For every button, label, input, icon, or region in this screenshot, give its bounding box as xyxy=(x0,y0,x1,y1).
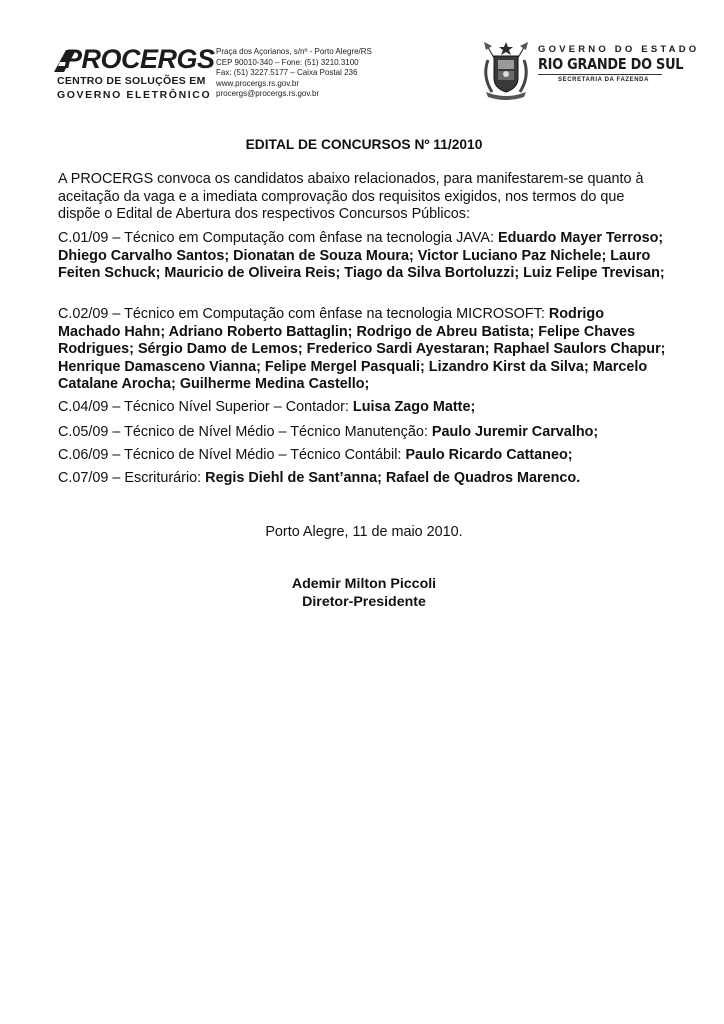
candidate-list: Regis Diehl de Sant’anna; Rafael de Quadros Marenco. xyxy=(205,470,581,486)
contact-fax: Fax: (51) 3227.5177 – Caixa Postal 236 xyxy=(216,68,358,78)
candidate-list: Rodrigo Machado Hahn; Adriano Roberto Battaglin; Rodrigo de Abreu Batista; Felipe Chaves Rodrigues; Sérgio Damo de Lemos; Frederico Sardi Ayestaran; Raphael Saulors Chapur; Henrique Damasceno Vianna; Felipe Mergel Pasquali; Lizandro Kirst da Silva; Marcelo Catalane Arocha; Guilherme Medina Castello; xyxy=(58,306,666,392)
date-line: Porto Alegre, 11 de maio 2010. xyxy=(265,524,463,540)
gov-title-line3: SECRETARIA DA FAZENDA xyxy=(558,77,650,83)
contact-website: www.procergs.rs.gov.br xyxy=(216,78,299,88)
intro-paragraph: A PROCERGS convoca os candidatos abaixo relacionados, para manifestarem-se quanto à aceitação da vaga e a imediata comprovação dos requisitos exigidos, nos termos do que dispõe o Edital de Abertura dos respectivos Concursos Públicos: xyxy=(58,171,644,222)
position-item-c0109 xyxy=(58,230,670,283)
signatory-name: Ademir Milton Piccoli xyxy=(291,576,437,592)
contact-email: procergs@procergs.rs.gov.br xyxy=(216,89,320,99)
contact-info xyxy=(216,47,372,100)
position-label: C.01/09 – Técnico em Computação com ênfase na tecnologia JAVA: xyxy=(58,230,498,246)
procergs-tagline-line2: GOVERNO ELETRÔNICO xyxy=(57,89,212,101)
candidate-list: Paulo Juremir Carvalho; xyxy=(431,424,599,440)
gov-divider xyxy=(538,74,662,75)
candidate-list: Eduardo Mayer Terroso; Dhiego Carvalho Santos; Dionatan de Souza Moura; Victor Luciano Paz Nichele; Lauro Feiten Schuck; Mauricio de Oliveira Reis; Tiago da Silva Bortoluzzi; Luiz Felipe Trevisan; xyxy=(58,230,665,281)
position-label: C.04/09 – Técnico Nível Superior – Contador: xyxy=(58,399,353,415)
procergs-tagline-line1: CENTRO DE SOLUÇÕES EM xyxy=(57,75,206,87)
letterhead xyxy=(0,0,724,120)
gov-title-line1: GOVERNO DO ESTADO xyxy=(538,44,700,55)
position-item-c0209 xyxy=(58,306,670,394)
coat-of-arms-icon xyxy=(478,38,534,102)
signatory-role: Diretor-Presidente xyxy=(302,594,426,610)
position-item-c0709 xyxy=(58,470,670,488)
procergs-logo xyxy=(52,44,215,74)
candidate-list: Paulo Ricardo Cattaneo; xyxy=(405,447,573,463)
position-label: C.06/09 – Técnico de Nível Médio – Técnico Contábil: xyxy=(58,447,406,463)
contact-address: Praça dos Açorianos, s/nº - Porto Alegre/RS xyxy=(216,47,372,56)
procergs-wordmark: PROCERGS xyxy=(64,44,215,74)
position-item-c0509 xyxy=(58,424,670,442)
candidate-list: Luisa Zago Matte; xyxy=(352,399,476,415)
document-title: EDITAL DE CONCURSOS Nº 11/2010 xyxy=(245,137,483,152)
gov-title-line2: RIO GRANDE DO SUL xyxy=(538,55,684,73)
position-label: C.02/09 – Técnico em Computação com ênfase na tecnologia MICROSOFT: xyxy=(58,306,549,322)
position-label: C.05/09 – Técnico de Nível Médio – Técnico Manutenção: xyxy=(58,424,432,440)
position-item-c0409 xyxy=(58,399,670,417)
position-label: C.07/09 – Escriturário: xyxy=(58,470,206,486)
contact-cep-phone: CEP 90010-340 – Fone: (51) 3210.3100 xyxy=(216,57,359,67)
position-item-c0609 xyxy=(58,447,670,465)
